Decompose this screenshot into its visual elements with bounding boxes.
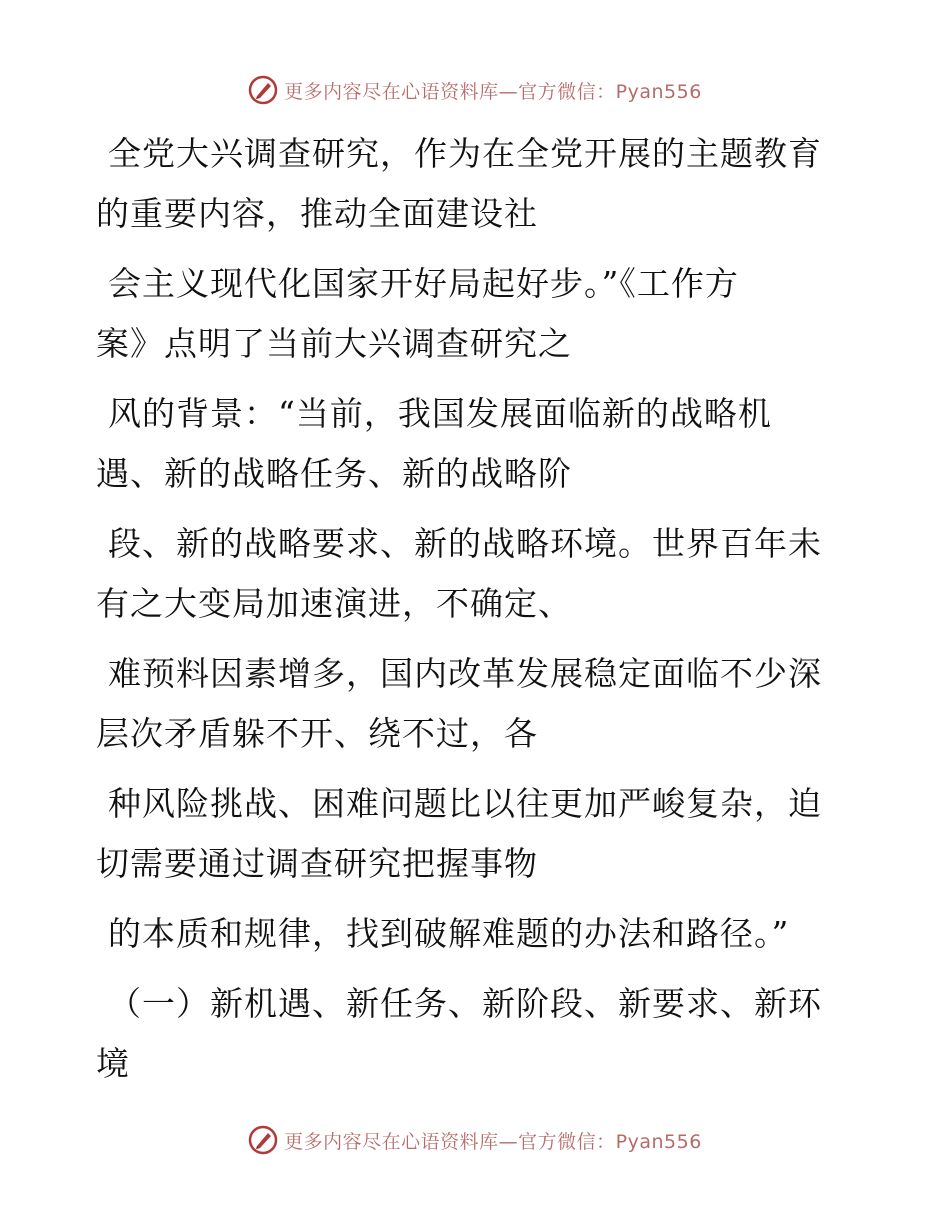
section-heading (96, 972, 856, 1096)
text-line: 全党大兴调查研究，作为在全党开展的主题教育 (108, 134, 822, 173)
header-watermark (0, 70, 950, 110)
watermark-text: 更多内容尽在心语资料库—官方微信：Pyan556 (284, 1130, 702, 1153)
text-line: 遇、新的战略任务、新的战略阶 (96, 454, 572, 493)
paragraph (96, 642, 856, 766)
pen-logo-icon (248, 1125, 278, 1155)
text-line: 切需要通过调查研究把握事物 (96, 844, 538, 883)
paragraph (96, 382, 856, 506)
document-body (96, 122, 856, 1096)
text-line: 难预料因素增多，国内改革发展稳定面临不少深 (108, 654, 822, 693)
paragraph (96, 252, 856, 376)
text-line: 的本质和规律，找到破解难题的办法和路径。” (108, 914, 790, 953)
text-line: 层次矛盾躲不开、绕不过，各 (96, 714, 538, 753)
text-line: 会主义现代化国家开好局起好步。”《工作方 (108, 264, 739, 303)
paragraph (96, 512, 856, 636)
paragraph (96, 122, 856, 246)
paragraph (96, 902, 856, 966)
text-line: 的重要内容，推动全面建设社 (96, 194, 538, 233)
text-line: 案》点明了当前大兴调查研究之 (96, 324, 572, 363)
pen-logo-icon (248, 75, 278, 105)
text-line: 有之大变局加速演进，不确定、 (96, 584, 572, 623)
text-line: （一）新机遇、新任务、新阶段、新要求、新环 (108, 984, 822, 1023)
paragraph (96, 772, 856, 896)
footer-watermark (0, 1120, 950, 1160)
watermark-text: 更多内容尽在心语资料库—官方微信：Pyan556 (284, 80, 702, 103)
text-line: 段、新的战略要求、新的战略环境。世界百年未 (108, 524, 822, 563)
text-line: 风的背景：“当前，我国发展面临新的战略机 (108, 394, 772, 433)
text-line: 种风险挑战、困难问题比以往更加严峻复杂，迫 (108, 784, 822, 823)
text-line: 境 (96, 1044, 130, 1083)
